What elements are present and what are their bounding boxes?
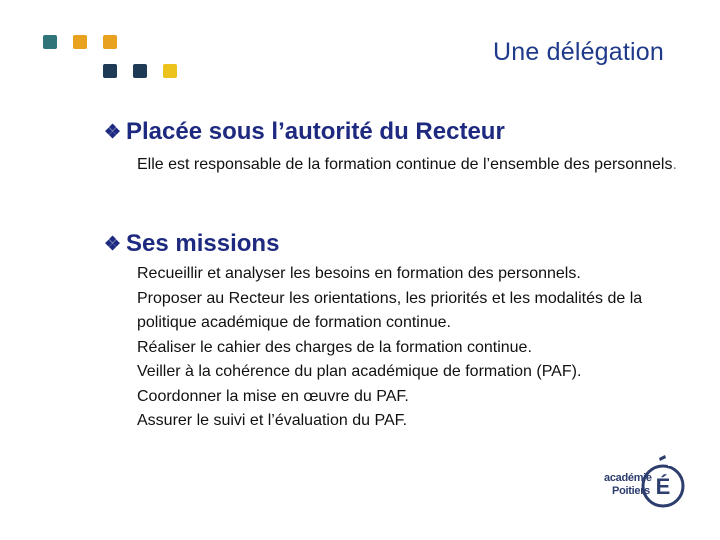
missions-list (137, 262, 697, 434)
section-paragraph (137, 153, 677, 177)
square-yellow (163, 64, 177, 78)
logo-emblem-icon (604, 454, 686, 512)
section-heading-missions (104, 230, 279, 258)
slide-title: Une délégation (493, 38, 664, 66)
list-item: Recueillir et analyser les besoins en formation des personnels. (137, 265, 581, 282)
diamond-bullet-icon: ❖ (104, 234, 122, 255)
list-item: Proposer au Recteur les orientations, les priorités et les modalités de la politique académique de formation continue. (137, 289, 643, 331)
academie-poitiers-logo (604, 454, 686, 512)
paragraph-end: . (672, 156, 677, 173)
list-item: Réaliser le cahier des charges de la formation continue. (137, 338, 532, 356)
logo-line-academie: académie (604, 472, 652, 484)
paragraph-text: Elle est responsable de la formation continue de l’ensemble des personnels (137, 156, 673, 173)
section-heading-recteur (104, 118, 505, 146)
square-teal (43, 35, 57, 49)
square-orange (73, 35, 87, 49)
list-item: Coordonner la mise en œuvre du PAF. (137, 387, 409, 405)
logo-mark: É (655, 474, 671, 499)
square-navy (133, 64, 147, 78)
square-orange (103, 35, 117, 49)
logo-line-poitiers: Poitiers (612, 485, 650, 497)
list-item: Veiller à la cohérence du plan académique de formation (PAF). (137, 363, 582, 380)
section-heading-text: Ses missions (126, 230, 280, 257)
square-navy (103, 64, 117, 78)
diamond-bullet-icon: ❖ (104, 122, 122, 143)
section-heading-text: Placée sous l’autorité du Recteur (126, 118, 505, 145)
list-item: Assurer le suivi et l’évaluation du PAF. (137, 412, 408, 429)
